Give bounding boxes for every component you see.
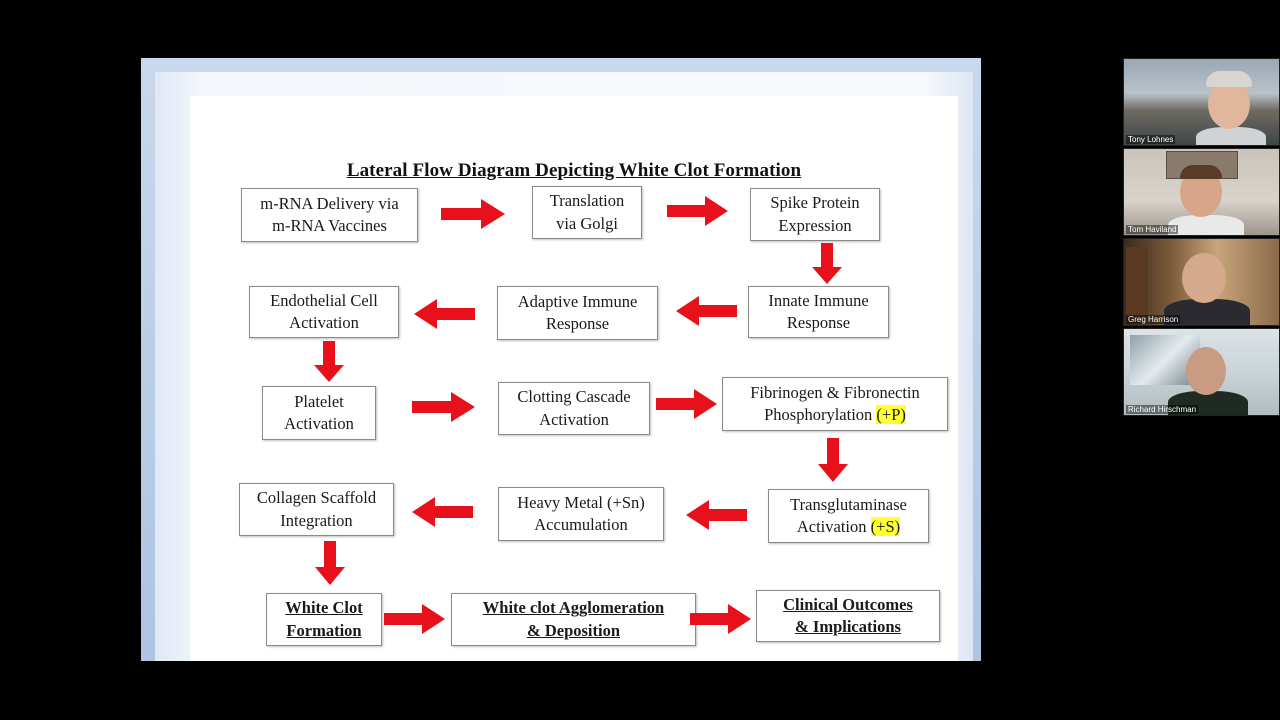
box-endothelial [249, 286, 399, 338]
box-text: Fibrinogen & Fibronectin [750, 382, 920, 402]
box-text: & Deposition [526, 620, 621, 640]
box-text: Response [545, 314, 610, 333]
avatar [1186, 347, 1226, 395]
arrow-right-icon [412, 392, 476, 422]
box-text: Clinical Outcomes [783, 594, 913, 614]
box-transglutaminase [768, 489, 929, 543]
box-agglomeration [451, 593, 696, 646]
participant-name: Tony Lohnes [1128, 135, 1174, 144]
box-text: m-RNA Vaccines [272, 216, 387, 235]
box-translation [532, 186, 642, 239]
box-text-row [797, 516, 900, 538]
arrow-right-icon [667, 196, 729, 226]
box-collagen-scaffold [239, 483, 394, 536]
participant-name: Tom Haviland [1128, 225, 1177, 234]
participant-name: Greg Harrison [1128, 315, 1179, 324]
box-text: Formation [286, 620, 362, 640]
avatar [1182, 253, 1226, 303]
arrow-left-icon [414, 299, 476, 329]
box-text: Integration [280, 510, 353, 530]
box-text-row [764, 404, 906, 426]
box-innate-immune [748, 286, 889, 338]
avatar [1196, 127, 1266, 146]
arrow-left-icon [412, 497, 474, 527]
participant-video-tile[interactable] [1123, 238, 1280, 326]
arrow-right-icon [690, 604, 752, 634]
box-text: Activation [796, 517, 867, 536]
arrow-down-icon [812, 243, 842, 285]
box-text: White Clot [285, 598, 363, 618]
box-text: Platelet [294, 391, 344, 411]
box-heavy-metal [498, 487, 664, 541]
arrow-right-icon [441, 199, 506, 229]
slide-title: Lateral Flow Diagram Depicting White Clot Formation [346, 160, 802, 181]
arrow-down-icon [315, 541, 345, 586]
hair [1180, 165, 1222, 179]
participant-name: Richard Hirschman [1128, 405, 1197, 414]
cap [1206, 71, 1252, 87]
box-text: Activation [284, 414, 354, 433]
box-text: Accumulation [534, 515, 628, 534]
box-text: Response [786, 313, 851, 332]
slide-page [190, 96, 958, 661]
box-fibrinogen [722, 377, 948, 431]
arrow-right-icon [384, 604, 446, 634]
box-text: & Implications [795, 617, 901, 636]
arrow-left-icon [676, 296, 738, 326]
arrow-down-icon [818, 438, 848, 483]
sulfur-tag: (+S) [870, 517, 901, 536]
box-white-clot-formation [266, 593, 382, 646]
box-text: Translation [549, 191, 625, 211]
box-text: Spike Protein [770, 193, 860, 213]
box-text: Activation [289, 313, 359, 332]
shared-slide [141, 58, 981, 661]
box-text: Endothelial Cell [270, 290, 378, 310]
arrow-left-icon [686, 500, 748, 530]
phosphorylation-tag: (+P) [876, 405, 906, 424]
participant-video-tile[interactable] [1123, 58, 1280, 146]
box-text: Heavy Metal (+Sn) [517, 492, 645, 512]
box-platelet [262, 386, 376, 440]
box-text: Adaptive Immune [517, 291, 638, 311]
box-text: Innate Immune [768, 290, 869, 310]
box-text: Collagen Scaffold [256, 488, 377, 508]
box-clinical-outcomes [756, 590, 940, 642]
arrow-down-icon [314, 341, 344, 383]
box-text: Clotting Cascade [517, 387, 631, 407]
box-text: via Golgi [556, 213, 618, 233]
box-spike-protein [750, 188, 880, 241]
arrow-right-icon [656, 389, 718, 419]
participant-video-tile[interactable] [1123, 148, 1280, 236]
box-text: Expression [778, 215, 852, 235]
box-text: Transglutaminase [790, 494, 907, 514]
box-text: Phosphorylation [764, 405, 873, 424]
box-mrna-delivery [241, 188, 418, 242]
participant-video-tile[interactable] [1123, 328, 1280, 416]
box-adaptive-immune [497, 286, 658, 340]
box-text: m-RNA Delivery via [260, 193, 399, 213]
avatar [1168, 215, 1244, 236]
bookshelf [1126, 247, 1148, 317]
box-clotting-cascade [498, 382, 650, 435]
box-text: Activation [539, 409, 609, 429]
box-text: White clot Agglomeration [482, 598, 665, 618]
